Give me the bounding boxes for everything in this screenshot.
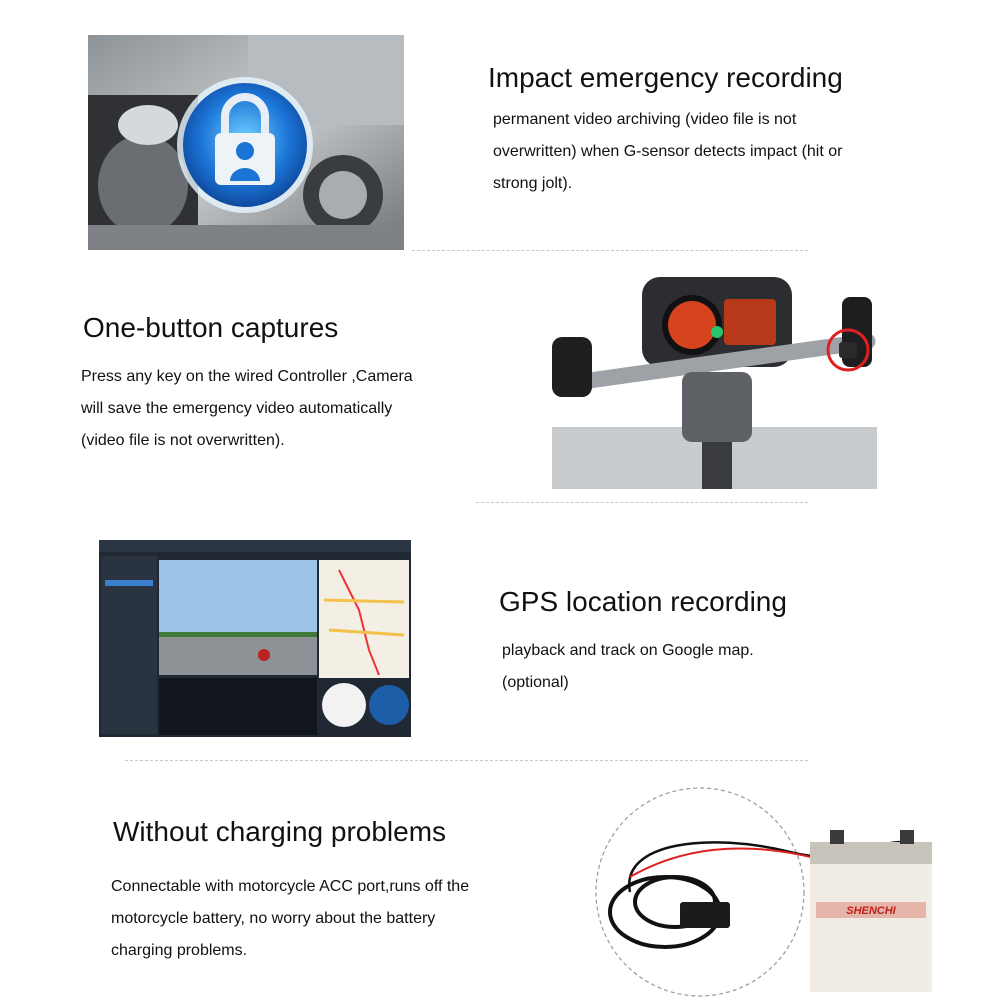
section-divider (412, 250, 808, 251)
desc-line: charging problems. (111, 942, 248, 959)
desc-line: (optional) (502, 674, 569, 691)
section-divider (125, 760, 808, 761)
section-desc-impact (493, 104, 913, 200)
section-title-gps: GPS location recording (499, 586, 787, 617)
desc-line: motorcycle battery, no worry about the battery (111, 910, 436, 927)
section-title-impact: Impact emergency recording (488, 62, 843, 93)
section-desc-gps (502, 635, 922, 699)
battery-brand-label: SHENCHI (846, 905, 896, 917)
desc-line: Press any key on the wired Controller ,Camera (81, 368, 413, 385)
desc-line: (video file is not overwritten). (81, 432, 285, 449)
desc-line: Connectable with motorcycle ACC port,runs off the (111, 878, 470, 895)
desc-line: strong jolt). (493, 175, 573, 192)
desc-line: permanent video archiving (video file is not (493, 111, 797, 128)
section-divider (476, 502, 808, 503)
gps-playback-image (99, 540, 411, 737)
handlebar-controller-image (552, 277, 877, 489)
impact-recording-image (88, 35, 404, 250)
desc-line: playback and track on Google map. (502, 642, 754, 659)
battery-cable-image (590, 782, 935, 997)
section-desc-charging (111, 871, 551, 967)
desc-line: overwritten) when G-sensor detects impact (hit or (493, 143, 843, 160)
section-title-charging: Without charging problems (113, 816, 447, 847)
section-desc-one-button (81, 361, 501, 457)
desc-line: will save the emergency video automatically (81, 400, 393, 417)
section-title-one-button: One-button captures (83, 312, 339, 343)
